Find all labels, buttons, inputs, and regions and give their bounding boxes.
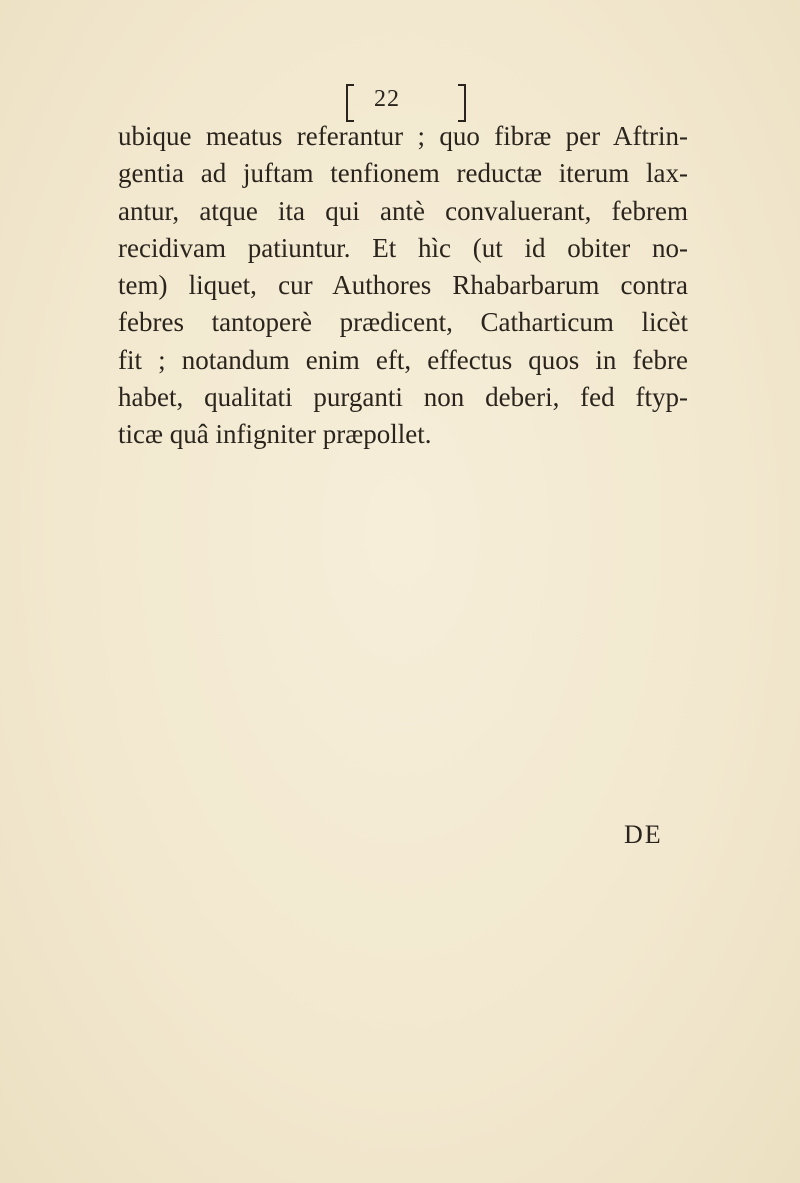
- text-line: habet, qualitati purganti non deberi, fed ftyp-: [118, 382, 688, 413]
- page-number: 22: [374, 86, 400, 112]
- text-line: antur, atque ita qui antè convaluerant, febrem: [118, 195, 688, 226]
- right-bracket: [458, 84, 466, 122]
- text-line: tem) liquet, cur Authores Rhabarbarum contra: [118, 270, 688, 301]
- text-line: ticæ quâ infigniter præpollet.: [118, 419, 432, 450]
- text-line: ubique meatus referantur ; quo fibræ per Aftrin-: [118, 121, 688, 151]
- catchword: DE: [624, 820, 663, 849]
- text-line: febres tantoperè prædicent, Catharticum licèt: [118, 307, 688, 338]
- body-text: [118, 118, 688, 454]
- text-line: recidivam patiuntur. Et hìc (ut id obiter no-: [118, 232, 688, 263]
- text-line: fit ; notandum enim eft, effectus quos in febre: [118, 344, 688, 375]
- left-bracket: [346, 84, 354, 122]
- text-line: gentia ad juftam tenfionem reductæ iterum lax-: [118, 158, 688, 189]
